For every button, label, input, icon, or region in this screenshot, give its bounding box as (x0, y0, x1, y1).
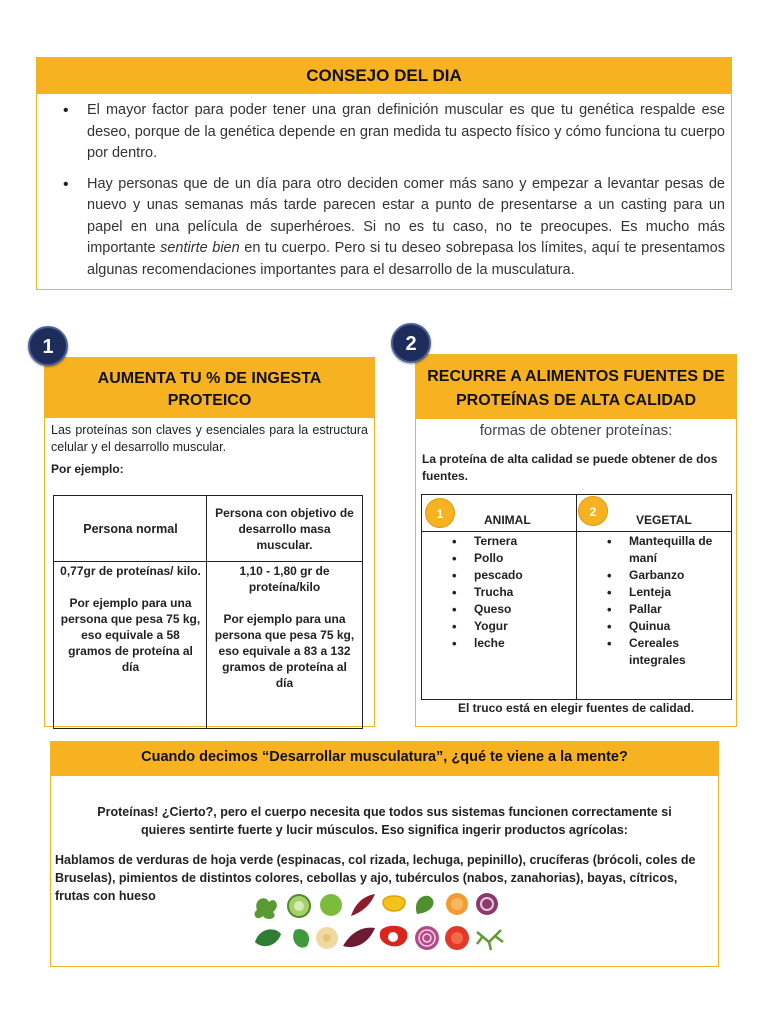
head-normal: Persona normal (83, 522, 178, 536)
step-2-badge: 2 (391, 323, 431, 363)
consejo-bullet-2-end: en tu cuerpo. Pero si tu deseo sobrepasa los límites, aquí te presentamos algunas recomendaciones importantes para el desarrollo de la musculatura. (87, 240, 725, 278)
cell-normal (54, 563, 207, 675)
list-item: • Pollo (474, 550, 574, 567)
list-item: • Queso (474, 601, 574, 618)
cell-muscle (207, 563, 362, 691)
sources-table (421, 494, 732, 700)
box2-intro: La proteína de alta calidad se puede obtener de dos fuentes. (422, 452, 718, 483)
animal-header: ANIMAL (484, 513, 531, 527)
box1-intro: Las proteínas son claves y esenciales para la estructura celular y el desarrollo muscular. (51, 423, 368, 454)
list-item: • Pallar (629, 601, 729, 618)
cell-muscle-example: Por ejemplo para una persona que pesa 75 kg, eso equivale a 83 a 132 gramos de proteína al día (214, 612, 355, 690)
head-muscle: Persona con objetivo de desarrollo masa muscular. (215, 506, 354, 552)
bottom-title: Cuando decimos “Desarrollar musculatura”, ¿qué te viene a la mente? (51, 742, 718, 776)
list-item: • Ternera (474, 533, 574, 550)
consejo-title: CONSEJO DEL DIA (37, 58, 731, 94)
protein-sources-panel (415, 354, 737, 727)
list-item: • Yogur (474, 618, 574, 635)
protein-intake-panel (44, 357, 375, 727)
list-item: • Lenteja (629, 584, 729, 601)
list-item: • Trucha (474, 584, 574, 601)
box2-subtitle: formas de obtener proteínas: (479, 422, 673, 439)
animal-list (474, 533, 574, 652)
bottom-paragraph-1: Proteínas! ¿Cierto?, pero el cuerpo necesita que todos sus sistemas funcionen correctamente si quieres sentirte fuerte y lucir músculos. Eso significa ingerir productos agrícolas: (97, 805, 672, 837)
vegetal-number-badge: 2 (578, 496, 608, 526)
step-1-badge: 1 (28, 326, 68, 366)
animal-number-badge: 1 (425, 498, 455, 528)
vegetal-list (629, 533, 729, 669)
consejo-list (37, 94, 731, 281)
list-item: • Garbanzo (629, 567, 729, 584)
cell-normal-example: Por ejemplo para una persona que pesa 75 kg, eso equivale a 58 gramos de proteína al día (60, 596, 201, 674)
list-item: • leche (474, 635, 574, 652)
list-item: • Mantequilla de maní (629, 533, 729, 567)
list-item: • Quinua (629, 618, 729, 635)
list-item: • Cereales integrales (629, 635, 729, 669)
consejo-bullet-2-emphasis: sentirte bien (160, 240, 240, 256)
bottom-paragraph-2: Hablamos de verduras de hoja verde (espinacas, col rizada, lechuga, pepinillo), crucíferas (brócoli, coles de Bruselas), pimientos de distintos colores, cebollas y ajo, tubérculos (nabos, zanahorias), bayas, cítricos, frutas con hueso (55, 853, 696, 903)
cell-muscle-rate: 1,10 - 1,80 gr de proteína/kilo (239, 564, 330, 594)
box2-title: RECURRE A ALIMENTOS FUENTES DE PROTEÍNAS DE ALTA CALIDAD (416, 355, 736, 419)
musculatura-panel (50, 741, 719, 967)
vegetal-header: VEGETAL (636, 513, 692, 527)
box1-title: AUMENTA TU % DE INGESTA PROTEICO (45, 358, 374, 418)
consejo-bullet-2-start: Hay personas que de un día para otro deciden comer más sano y empezar a levantar pesas de nuevo y unas semanas más tarde parecen estar a punto de presentarse a un casting para un papel en una película de superhéroes. Si no es tu caso, no te preocupes. Es mucho más importante (87, 175, 725, 256)
protein-table (53, 495, 363, 729)
list-item: • pescado (474, 567, 574, 584)
cell-normal-rate: 0,77gr de proteínas/ kilo. (60, 564, 201, 578)
consejo-panel (36, 57, 732, 290)
box2-footer: El truco está en elegir fuentes de calidad. (457, 701, 695, 715)
box1-example-label: Por ejemplo: (51, 462, 124, 476)
consejo-bullet-1: • El mayor factor para poder tener una gran definición muscular es que tu genética respalde ese deseo, porque de la genética depende en gran medida tu aspecto físico y cómo funciona tu cuerpo por dentro. (87, 100, 725, 165)
vegetables-illustration (251, 892, 511, 954)
consejo-bullet-2 (87, 174, 725, 282)
